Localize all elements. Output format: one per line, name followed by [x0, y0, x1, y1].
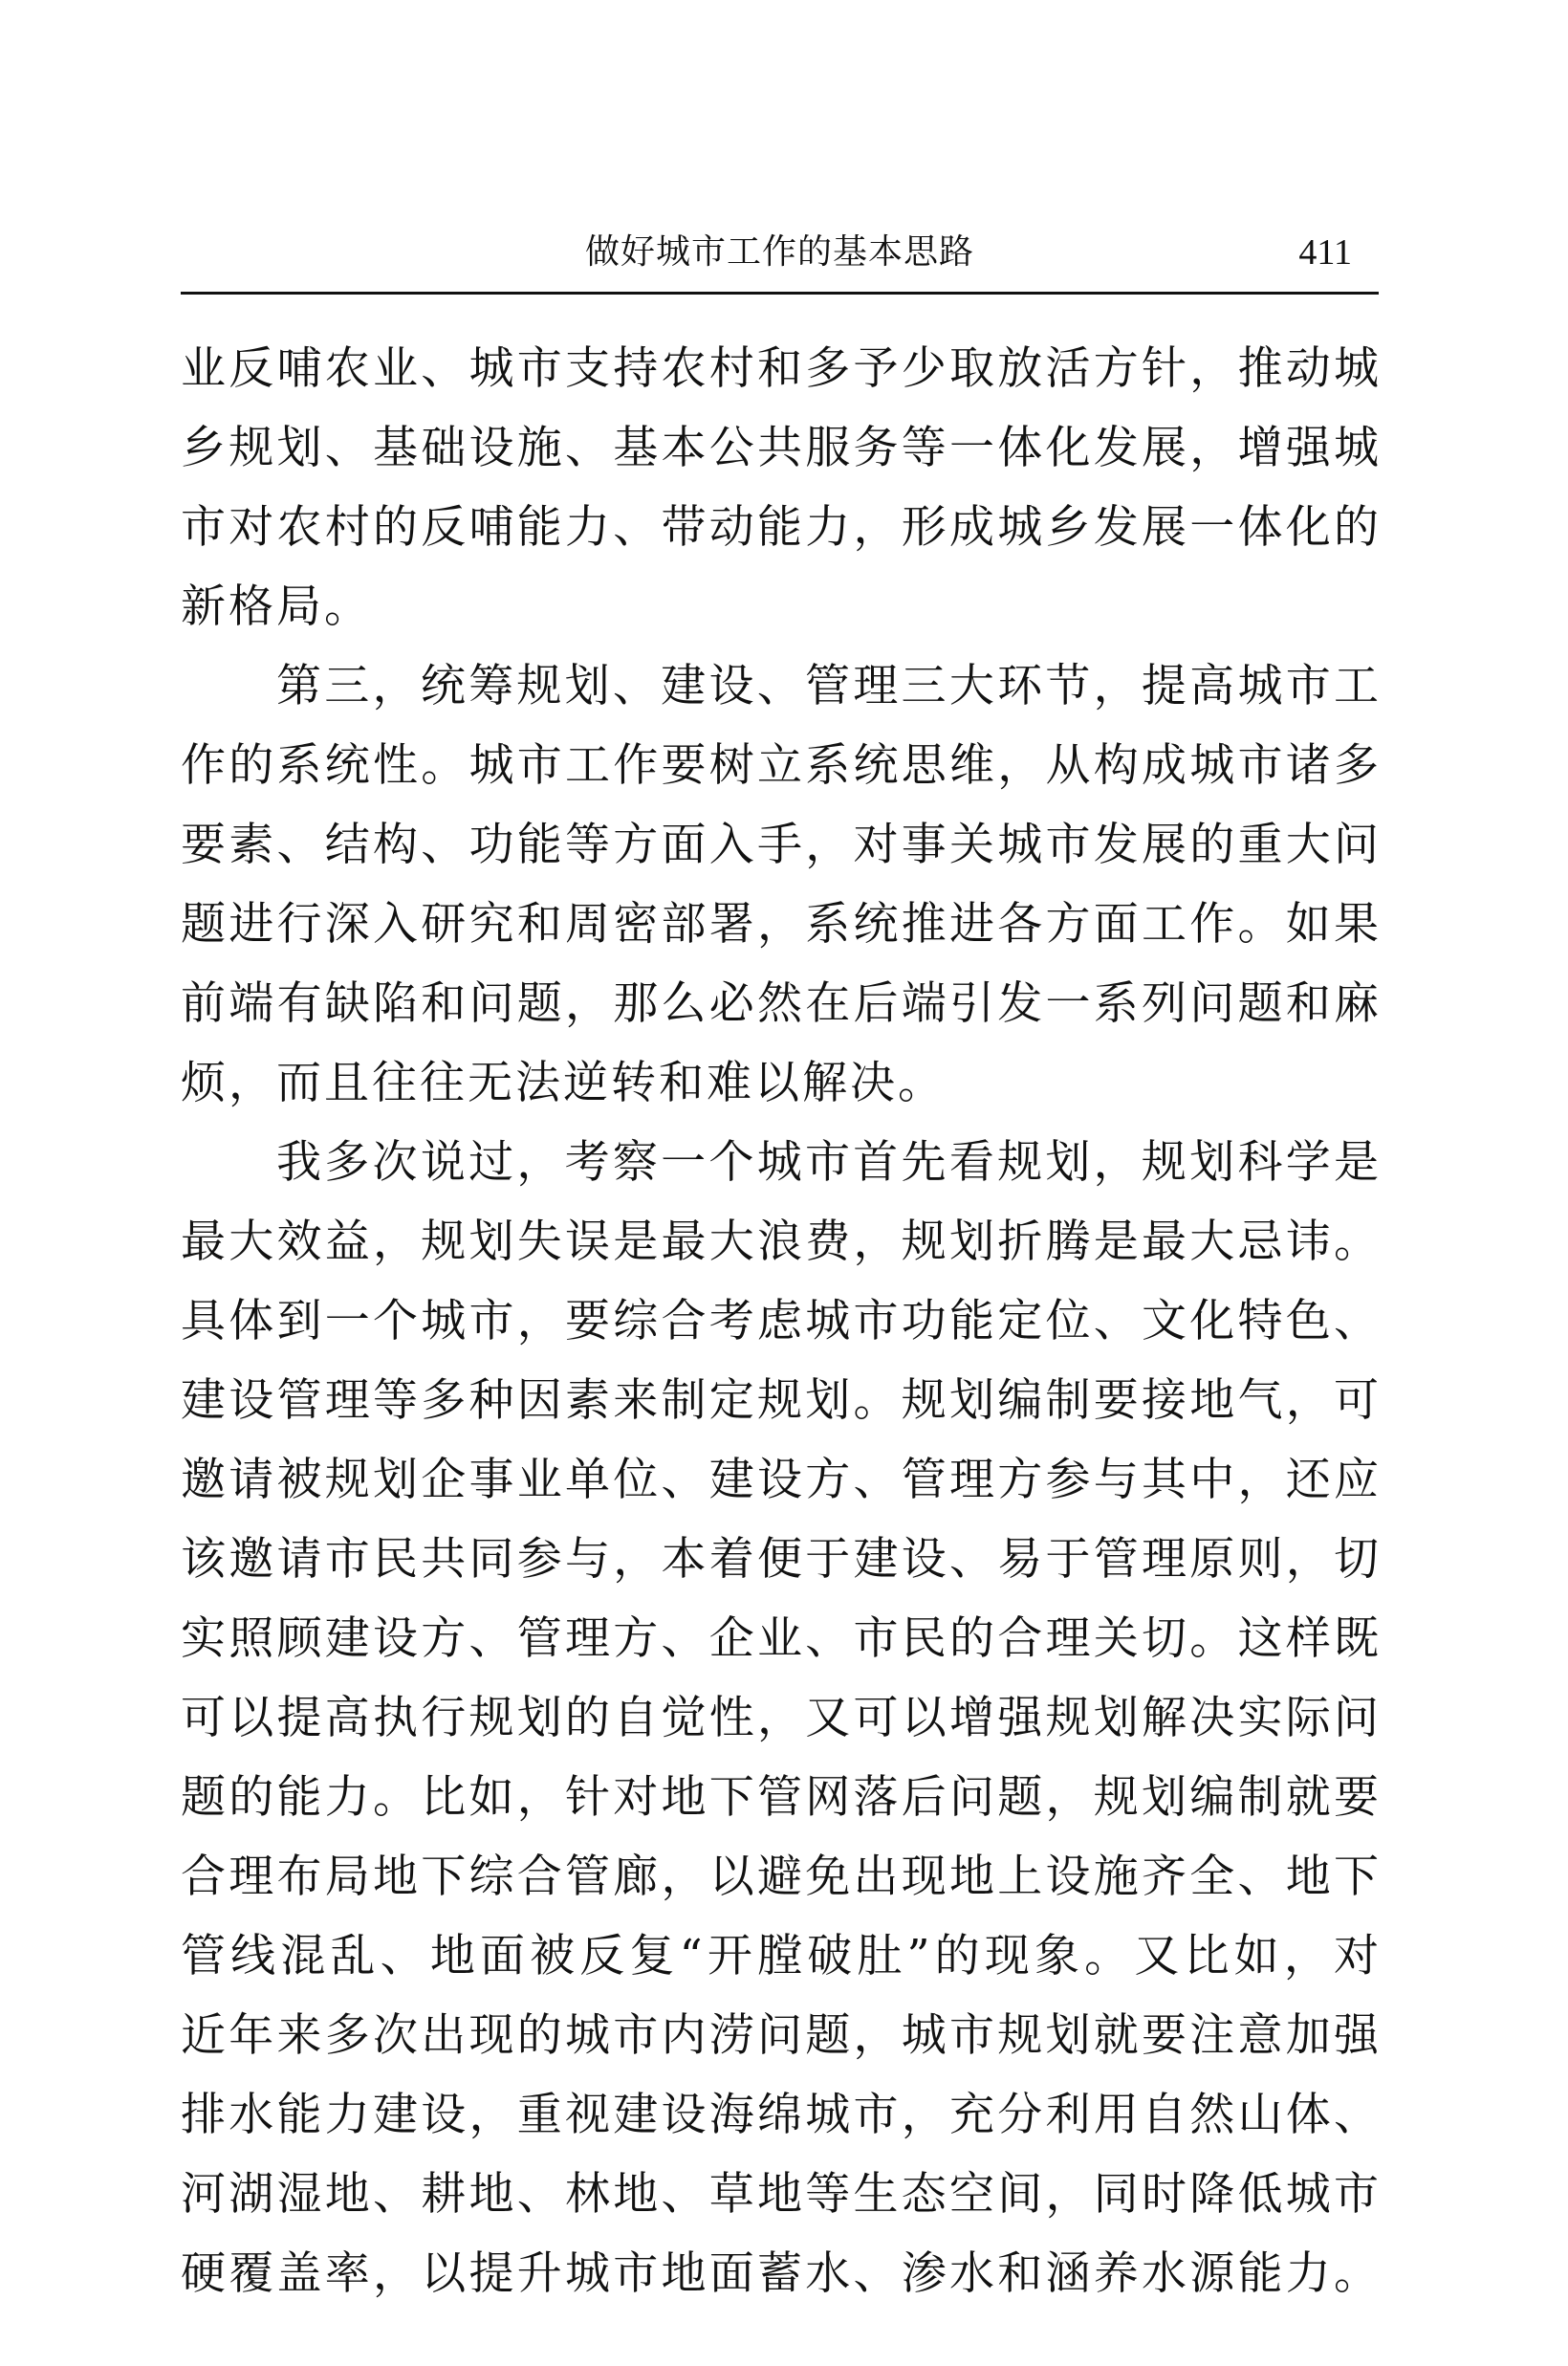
text-line: 排水能力建设，重视建设海绵城市，充分利用自然山体、 [181, 2089, 1382, 2141]
header-rule [181, 292, 1379, 295]
page-number: 411 [1298, 232, 1352, 273]
text-line: 建设管理等多种因素来制定规划。规划编制要接地气，可 [181, 1374, 1382, 1427]
text-line: 烦，而且往往无法逆转和难以解决。 [181, 1057, 946, 1109]
text-line: 前端有缺陷和问题，那么必然在后端引发一系列问题和麻 [181, 977, 1382, 1030]
text-line: 最大效益，规划失误是最大浪费，规划折腾是最大忌讳。 [181, 1216, 1382, 1268]
text-line: 题的能力。比如，针对地下管网落后问题，规划编制就要 [181, 1771, 1382, 1824]
body-text [181, 329, 1382, 2313]
text-line: 作的系统性。城市工作要树立系统思维，从构成城市诸多 [181, 739, 1382, 792]
text-line: 该邀请市民共同参与，本着便于建设、易于管理原则，切 [181, 1533, 1382, 1586]
text-line: 硬覆盖率，以提升城市地面蓄水、渗水和涵养水源能力。 [181, 2247, 1382, 2300]
text-line: 合理布局地下综合管廊，以避免出现地上设施齐全、地下 [181, 1851, 1382, 1903]
text-line: 业反哺农业、城市支持农村和多予少取放活方针，推动城 [181, 342, 1382, 395]
text-line: 管线混乱、地面被反复“开膛破肚”的现象。又比如，对 [181, 1930, 1382, 1983]
text-line: 邀请被规划企事业单位、建设方、管理方参与其中，还应 [181, 1454, 1382, 1506]
paragraph [181, 329, 1382, 646]
text-line: 新格局。 [181, 581, 372, 633]
page-header [181, 230, 1379, 275]
text-line: 第三，统筹规划、建设、管理三大环节，提高城市工 [276, 660, 1382, 712]
text-line: 具体到一个城市，要综合考虑城市功能定位、文化特色、 [181, 1295, 1382, 1347]
text-line: 乡规划、基础设施、基本公共服务等一体化发展，增强城 [181, 422, 1382, 474]
text-line: 市对农村的反哺能力、带动能力，形成城乡发展一体化的 [181, 501, 1382, 554]
text-line: 近年来多次出现的城市内涝问题，城市规划就要注意加强 [181, 2009, 1382, 2062]
paragraph [181, 1123, 1382, 2313]
running-title: 做好城市工作的基本思路 [584, 232, 974, 272]
paragraph [181, 646, 1382, 1123]
text-line: 要素、结构、功能等方面入手，对事关城市发展的重大问 [181, 819, 1382, 871]
text-line: 我多次说过，考察一个城市首先看规划，规划科学是 [276, 1136, 1382, 1189]
text-line: 题进行深入研究和周密部署，系统推进各方面工作。如果 [181, 898, 1382, 951]
text-line: 河湖湿地、耕地、林地、草地等生态空间，同时降低城市 [181, 2168, 1382, 2221]
text-line: 可以提高执行规划的自觉性，又可以增强规划解决实际问 [181, 1692, 1382, 1744]
text-line: 实照顾建设方、管理方、企业、市民的合理关切。这样既 [181, 1612, 1382, 1665]
